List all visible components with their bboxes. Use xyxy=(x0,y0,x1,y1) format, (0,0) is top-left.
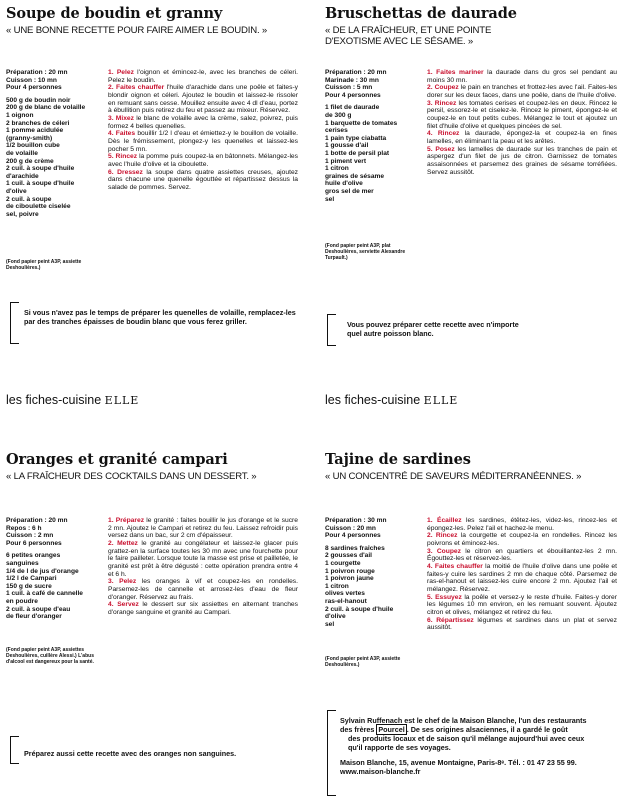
step: 4. Faites chauffer la moitié de l'huile d'olive dans une poêle et faites-y cuire les sardines 2 mn de chaque côté. Parsemez de ras-el-hanout et laissez-les cuire encore 2 mn. Ajoutez l'ail et mélangez. Réservez. xyxy=(427,562,617,593)
step: 4. Servez le dessert sur six assiettes en alternant tranches d'orange sanguine et granité au Campari. xyxy=(108,601,298,616)
ingredient: sel xyxy=(325,195,335,203)
recipe-subtitle: « LA FRAÎCHEUR DES COCKTAILS DANS UN DESSERT. » xyxy=(6,471,257,482)
steps-list xyxy=(427,69,617,176)
bio-bracket xyxy=(327,710,336,796)
ingredient: en poudre xyxy=(6,597,38,605)
ingredient: cerises xyxy=(325,127,348,135)
tip-bracket xyxy=(10,736,19,764)
steps-list xyxy=(108,69,298,192)
ingredient: 1 cuil. à café de cannelle xyxy=(6,590,83,598)
step: 2. Rincez la courgette et coupez-la en rondelles. Rincez les poivrons et émincez-les. xyxy=(427,532,617,547)
brand-text: les fiches-cuisine xyxy=(6,393,102,407)
brand-text: les fiches-cuisine xyxy=(325,393,421,407)
steps-list xyxy=(427,517,617,632)
ingredients-list xyxy=(6,69,98,218)
recipe-title: Oranges et granité campari xyxy=(6,451,228,468)
recipe-subtitle: « UN CONCENTRÉ DE SAVEURS MÉDITERRANÉENNES. » xyxy=(325,471,582,482)
brand-logo xyxy=(6,393,139,407)
time-line: Cuisson : 2 mn xyxy=(6,532,54,540)
bio-address: Maison Blanche, 15, avenue Montaigne, Paris-8ᵉ. Tél. : 01 47 23 55 99. xyxy=(340,758,577,767)
ingredient: 2 branches de céleri xyxy=(6,119,70,127)
step: 5. Posez les lamelles de daurade sur les tranches de pain et aspergez d'un filet de jus de citron. Garnissez de tomates assaisonnées et parsemez des graines de sésame torréfiées. Servez aussitôt. xyxy=(427,145,617,176)
ingredient: 1/2 bouillon cube xyxy=(6,142,60,150)
ingredient: 1 piment vert xyxy=(325,157,367,165)
ingredient: de fleur d'oranger xyxy=(6,613,62,621)
time-line: Pour 4 personnes xyxy=(325,91,381,99)
step: 5. Rincez la pomme puis coupez-la en bâtonnets. Mélangez-les avec l'huile d'olive et la ciboulette. xyxy=(108,153,298,168)
time-line: Pour 4 personnes xyxy=(325,532,381,540)
recipe-tip: Préparez aussi cette recette avec des oranges non sanguines. xyxy=(24,749,237,758)
step: 4. Rincez la daurade, épongez-la et coupez-la en fines lamelles, en éliminant la peau et les arêtes. xyxy=(427,130,617,145)
recipe-tip: Vous pouvez préparer cette recette avec n'importe quel autre poisson blanc. xyxy=(347,320,519,338)
step: 4. Faites bouillir 1/2 l d'eau et émiettez-y le bouillon de volaille. Dès le frémissement, plongez-y les quenelles et laissez-les pocher 5 mn. xyxy=(108,130,298,153)
ingredient: 2 gousses d'ail xyxy=(325,552,373,560)
ingredient: (granny-smith) xyxy=(6,134,53,142)
time-line: Préparation : 20 mn xyxy=(6,517,68,524)
times-group xyxy=(325,517,417,540)
ingredients-list xyxy=(325,69,417,203)
ingredient: ras-el-hanout xyxy=(325,597,367,605)
step: 6. Répartissez légumes et sardines dans un plat et servez aussitôt. xyxy=(427,616,617,632)
recipe-subtitle: « UNE BONNE RECETTE POUR FAIRE AIMER LE BOUDIN. » xyxy=(6,25,268,36)
ingredient: 2 cuil. à soupe d'huile xyxy=(6,165,75,173)
step: 1. Écaillez les sardines, étêtez-les, videz-les, rincez-les et épongez-les. Pelez l'ail et hachez-le menu. xyxy=(427,517,617,532)
step: 2. Coupez le pain en tranches et frottez-les avec l'ail. Faites-les dorer sur les deux faces, dans une poêle, dans de l'huile d'olive. xyxy=(427,84,617,99)
ingredient: 2 cuil. à soupe d'huile xyxy=(325,605,394,613)
ingredient: de 300 g xyxy=(325,111,352,119)
time-line: Cuisson : 10 mn xyxy=(6,76,57,84)
time-line: Pour 6 personnes xyxy=(6,539,62,547)
ingredient: de ciboulette ciselée xyxy=(6,203,71,211)
time-line: Cuisson : 5 mn xyxy=(325,84,373,92)
step: 3. Rincez les tomates cerises et coupez-les en deux. Rincez le persil, essorez-le et ciselez-le. Rincez le piment, épongez-le et coupez-le en tout petits cubes. Mélangez le tout et ajoutez un filet d'huile d'olive et quelques pincées de sel. xyxy=(427,99,617,130)
ingredient: d'arachide xyxy=(6,172,39,180)
times-group xyxy=(325,69,417,99)
step: 2. Mettez le granité au congélateur et laissez-le glacer puis grattez-en la surface toutes les 30 mn avec une fourchette pour le faire pailleter. Lorsque toute la masse est prise et pailletée, le granité est prêt à être dégusté : cette opération prendra entre 4 et 6 h. xyxy=(108,539,298,578)
ingredient: 200 g de crème xyxy=(6,157,54,165)
ingredient: sanguines xyxy=(6,559,39,567)
step: 1. Préparez le granité : faites bouillir le jus d'orange et le sucre 2 mn. Ajoutez le Campari et retirez du feu. Laissez refroidir puis versez dans un bac, sur 2 cm d'épaisseur. xyxy=(108,517,298,540)
ingredient: 1 citron xyxy=(325,165,349,173)
ingredient: 1/4 de l de jus d'orange xyxy=(6,567,79,575)
time-line: Marinade : 30 mn xyxy=(325,76,379,84)
ingredient: 1 citron xyxy=(325,582,349,590)
bio-line: qu'il rapporte de ses voyages. xyxy=(348,743,451,752)
ingredients-list xyxy=(6,517,98,621)
step: 3. Coupez le citron en quartiers et ébouillantez-les 2 mn. Égouttez-les et réservez-les. xyxy=(427,547,617,563)
ingredient: 1 pain type ciabatta xyxy=(325,134,387,142)
step: 1. Faites mariner la daurade dans du gros sel pendant au moins 30 mn. xyxy=(427,69,617,84)
step: 6. Dressez la soupe dans quatre assiettes creuses, ajoutez dans chacune une quenelle égouttée et répartissez dessus la salade de pommes. Servez. xyxy=(108,168,299,191)
bio-line: des produits locaux et de saison qu'il mélange aujourd'hui avec ceux xyxy=(348,734,585,743)
ingredient: 1 courgette xyxy=(325,559,361,567)
photo-credit: (Fond papier peint A3P, assiette Deshoulières.) xyxy=(325,656,401,668)
photo-credit: (Fond papier peint A3P, plat Deshoulières, serviette Alexandre Turpault.) xyxy=(325,243,406,261)
bio-website: www.maison-blanche.fr xyxy=(340,767,421,776)
recipe-title: Soupe de boudin et granny xyxy=(6,5,223,22)
ingredient: 1 cuil. à soupe d'huile xyxy=(6,180,75,188)
photo-credit: (Fond papier peint A3P, assiettes Deshoulières, cuillère Alessi.) L'abus d'alcool est dangereux pour la santé. xyxy=(6,647,94,665)
step: 5. Essuyez la poêle et versez-y le reste d'huile. Faites-y dorer les légumes 10 mn environ, en les remuant souvent. Ajoutez citron et olives, mélangez et retirez du feu. xyxy=(427,593,617,616)
ingredient: 2 cuil. à soupe d'eau xyxy=(6,605,71,613)
ingredient: 2 cuil. à soupe xyxy=(6,195,52,203)
ingredient: 1 gousse d'ail xyxy=(325,142,369,150)
tip-bracket xyxy=(10,302,19,344)
ingredient: 6 petites oranges xyxy=(6,552,61,560)
ingredient: 150 g de sucre xyxy=(6,582,52,590)
ingredient: d'olive xyxy=(325,613,346,621)
recipe-title: Bruschettas de daurade xyxy=(325,5,517,22)
ingredient: 1 botte de persil plat xyxy=(325,149,390,157)
times-group xyxy=(6,517,98,547)
time-line: Pour 4 personnes xyxy=(6,84,62,92)
time-line: Cuisson : 20 mn xyxy=(325,524,376,532)
chef-bio xyxy=(340,716,615,776)
ingredients-list xyxy=(325,517,417,628)
ingredient: 1/2 l de Campari xyxy=(6,575,57,583)
ingredient: graines de sésame xyxy=(325,172,385,180)
bio-line: Sylvain Ruffenach est le chef de la Maison Blanche, l'un des restaurants xyxy=(340,716,587,725)
elle-logo: ELLE xyxy=(104,394,140,407)
times-group xyxy=(6,69,98,92)
tip-bracket xyxy=(327,314,336,346)
ingredient: olives vertes xyxy=(325,590,365,598)
recipe-title: Tajine de sardines xyxy=(325,451,471,468)
ingredient: de volaille xyxy=(6,149,38,157)
ingredient: gros sel de mer xyxy=(325,187,374,195)
ingredient: 1 barquette de tomates xyxy=(325,119,398,127)
step: 2. Faites chauffer l'huile d'arachide dans une poêle et faites-y blondir oignon et céleri. Ajoutez le boudin et laissez-le rissoler en remuant sans cesse. Mouillez ensuite avec 4 dl d'eau, portez à ébullition puis retirez du feu et passez au mixeur. Réservez. xyxy=(108,84,299,115)
step: 3. Mixez le blanc de volaille avec la crème, salez, poivrez, puis formez 4 belles quenelles. xyxy=(108,114,298,130)
recipe-tip: Si vous n'avez pas le temps de préparer les quenelles de volaille, remplacez-les par des tranches épaisses de boudin blanc que vous ferez griller. xyxy=(24,308,296,326)
ingredient: 1 pomme acidulée xyxy=(6,127,64,135)
ingredient: 8 sardines fraîches xyxy=(325,544,385,552)
ingredient: huile d'olive xyxy=(325,180,363,188)
ingredient: sel xyxy=(325,620,335,628)
step: 3. Pelez les oranges à vif et coupez-les en rondelles. Parsemez-les de cannelle et arrosez-les d'eau de fleur d'oranger. Réservez au frais. xyxy=(108,578,299,601)
bio-line: des frères Pourcel . De ses origines alsaciennes, il a gardé le goût xyxy=(340,725,568,734)
ingredient: sel, poivre xyxy=(6,210,39,218)
ingredient: 1 poivron rouge xyxy=(325,567,375,575)
time-line: Repos : 6 h xyxy=(6,524,42,532)
time-line: Préparation : 30 mn xyxy=(325,517,387,524)
ingredient: 200 g de blanc de volaille xyxy=(6,104,86,112)
photo-credit: (Fond papier peint A3P, assiette Deshoulières.) xyxy=(6,259,82,271)
ingredient: 1 oignon xyxy=(6,111,34,119)
ingredient: d'olive xyxy=(6,187,27,195)
time-line: Préparation : 20 mn xyxy=(325,69,387,76)
elle-logo: ELLE xyxy=(423,394,459,407)
brand-logo xyxy=(325,393,458,407)
recipe-subtitle: « DE LA FRAÎCHEUR, ET UNE POINTE D'EXOTISME AVEC LE SÉSAME. » xyxy=(325,25,492,47)
highlighted-word: Pourcel xyxy=(378,725,405,734)
ingredient: 1 filet de daurade xyxy=(325,104,380,112)
time-line: Préparation : 20 mn xyxy=(6,69,68,76)
ingredient: 500 g de boudin noir xyxy=(6,96,71,104)
steps-list xyxy=(108,517,298,617)
ingredient: 1 poivron jaune xyxy=(325,575,374,583)
step: 1. Pelez l'oignon et émincez-le, avec les branches de céleri. Pelez le boudin. xyxy=(108,69,298,84)
